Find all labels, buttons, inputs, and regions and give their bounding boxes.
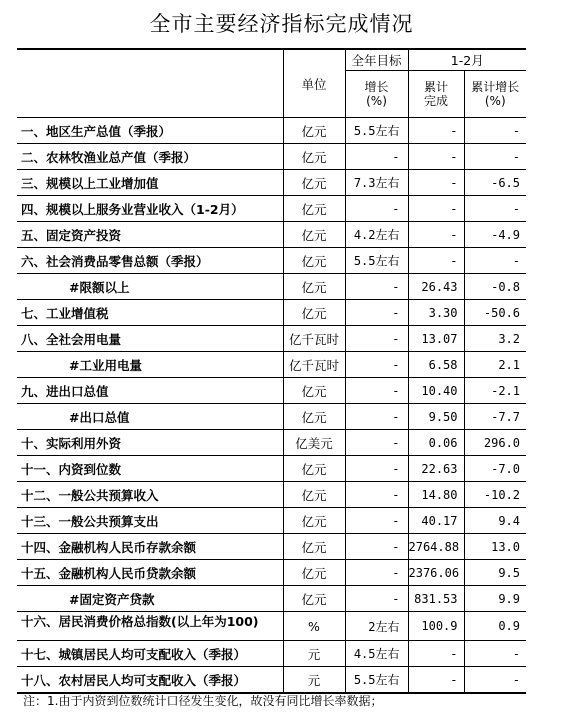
- annual-growth-target: -: [345, 144, 408, 170]
- annual-growth-target: -: [345, 430, 408, 456]
- page-title: 全市主要经济指标完成情况: [149, 12, 414, 36]
- cumulative-value: 22.63: [408, 456, 464, 482]
- header-cumulative: [408, 71, 464, 118]
- table-row: [17, 144, 526, 170]
- cumulative-value: -: [408, 144, 464, 170]
- cumulative-growth: 13.0: [464, 534, 526, 560]
- indicator-name: 十七、城镇居民人均可支配收入（季报）: [17, 641, 283, 667]
- indicator-name: 九、进出口总值: [17, 378, 283, 404]
- indicator-name: 十六、居民消费价格总指数(以上年为100): [17, 612, 283, 641]
- unit-cell: 亿元: [283, 586, 345, 612]
- unit-cell: 亿元: [283, 170, 345, 196]
- header-cumulative-text: 累计 完成: [423, 80, 448, 108]
- indicator-name: #限额以上: [17, 274, 283, 300]
- cumulative-value: -: [408, 667, 464, 694]
- unit-cell: 亿元: [283, 274, 345, 300]
- table-row: [17, 430, 526, 456]
- cumulative-growth: 9.5: [464, 560, 526, 586]
- cumulative-growth: 3.2: [464, 326, 526, 352]
- annual-growth-target: 5.5左右: [345, 667, 408, 694]
- unit-cell: 亿元: [283, 404, 345, 430]
- header-growth-text: 增长 (%): [364, 80, 389, 108]
- annual-growth-target: -: [345, 534, 408, 560]
- cumulative-growth: -: [464, 196, 526, 222]
- table-row: [17, 248, 526, 274]
- table-row: [17, 586, 526, 612]
- table-row: [17, 404, 526, 430]
- indicators-table: [17, 48, 526, 694]
- cumulative-value: -: [408, 170, 464, 196]
- cumulative-value: 6.58: [408, 352, 464, 378]
- unit-cell: 亿千瓦时: [283, 352, 345, 378]
- annual-growth-target: -: [345, 196, 408, 222]
- table-row: [17, 196, 526, 222]
- indicator-name: 十三、一般公共预算支出: [17, 508, 283, 534]
- annual-growth-target: 5.5左右: [345, 248, 408, 274]
- indicator-name: 十二、一般公共预算收入: [17, 482, 283, 508]
- cumulative-value: -: [408, 641, 464, 667]
- table-row: [17, 326, 526, 352]
- cumulative-growth: 9.9: [464, 586, 526, 612]
- table-row: [17, 641, 526, 667]
- cumulative-growth: -50.6: [464, 300, 526, 326]
- table-row: [17, 274, 526, 300]
- cumulative-growth: -4.9: [464, 222, 526, 248]
- annual-growth-target: 4.2左右: [345, 222, 408, 248]
- indicator-name: 十八、农村居民人均可支配收入（季报）: [17, 667, 283, 694]
- cumulative-growth: 2.1: [464, 352, 526, 378]
- annual-growth-target: 4.5左右: [345, 641, 408, 667]
- annual-growth-target: -: [345, 456, 408, 482]
- annual-growth-target: 5.5左右: [345, 118, 408, 144]
- annual-growth-target: -: [345, 274, 408, 300]
- unit-cell: 亿元: [283, 560, 345, 586]
- annual-growth-target: -: [345, 378, 408, 404]
- cumulative-value: 9.50: [408, 404, 464, 430]
- unit-cell: 元: [283, 667, 345, 694]
- header-growth: [345, 71, 408, 118]
- header-cumulative-growth-text: 累计增长 (%): [471, 80, 520, 108]
- indicator-name: 八、全社会用电量: [17, 326, 283, 352]
- table-row: [17, 508, 526, 534]
- table-row: [17, 170, 526, 196]
- header-indicator-blank: [17, 49, 283, 118]
- cumulative-growth: -: [464, 248, 526, 274]
- cumulative-value: 3.30: [408, 300, 464, 326]
- unit-cell: 亿元: [283, 508, 345, 534]
- unit-cell: 亿元: [283, 378, 345, 404]
- indicator-name: 一、地区生产总值（季报）: [17, 118, 283, 144]
- indicator-name: 四、规模以上服务业营业收入（1-2月）: [17, 196, 283, 222]
- table-row: [17, 222, 526, 248]
- table-row: [17, 378, 526, 404]
- table-row: [17, 118, 526, 144]
- cumulative-value: 100.9: [408, 612, 464, 641]
- annual-growth-target: 2左右: [345, 612, 408, 641]
- cumulative-value: 13.07: [408, 326, 464, 352]
- indicator-name: #出口总值: [17, 404, 283, 430]
- cumulative-value: 2376.06: [408, 560, 464, 586]
- annual-growth-target: -: [345, 508, 408, 534]
- indicator-name: 十五、金融机构人民币贷款余额: [17, 560, 283, 586]
- table-row: [17, 534, 526, 560]
- indicator-name: 二、农林牧渔业总产值（季报）: [17, 144, 283, 170]
- cumulative-growth: -6.5: [464, 170, 526, 196]
- annual-growth-target: -: [345, 560, 408, 586]
- table-row: [17, 560, 526, 586]
- header-period: 1-2月: [408, 49, 526, 71]
- annual-growth-target: 7.3左右: [345, 170, 408, 196]
- cumulative-value: 10.40: [408, 378, 464, 404]
- cumulative-growth: 296.0: [464, 430, 526, 456]
- header-row-top: [17, 49, 526, 71]
- unit-cell: 亿元: [283, 196, 345, 222]
- indicator-name: #工业用电量: [17, 352, 283, 378]
- cumulative-value: 2764.88: [408, 534, 464, 560]
- unit-cell: 元: [283, 641, 345, 667]
- unit-cell: 亿美元: [283, 430, 345, 456]
- cumulative-growth: -: [464, 667, 526, 694]
- cumulative-growth: -: [464, 144, 526, 170]
- cumulative-value: -: [408, 118, 464, 144]
- table-row: [17, 482, 526, 508]
- indicator-name: 六、社会消费品零售总额（季报）: [17, 248, 283, 274]
- cumulative-value: 0.06: [408, 430, 464, 456]
- header-unit: 单位: [283, 49, 345, 118]
- unit-cell: 亿元: [283, 222, 345, 248]
- cumulative-growth: -7.0: [464, 456, 526, 482]
- indicator-name: 五、固定资产投资: [17, 222, 283, 248]
- footnote: 注：1.由于内资到位数统计口径发生变化，故没有同比增长率数据；: [23, 694, 383, 708]
- unit-cell: 亿元: [283, 248, 345, 274]
- cumulative-growth: -2.1: [464, 378, 526, 404]
- table-row: [17, 667, 526, 694]
- cumulative-value: -: [408, 196, 464, 222]
- annual-growth-target: -: [345, 482, 408, 508]
- cumulative-value: 26.43: [408, 274, 464, 300]
- cumulative-value: 14.80: [408, 482, 464, 508]
- cumulative-value: -: [408, 248, 464, 274]
- annual-growth-target: -: [345, 404, 408, 430]
- cumulative-value: -: [408, 222, 464, 248]
- unit-cell: 亿元: [283, 118, 345, 144]
- unit-cell: 亿元: [283, 144, 345, 170]
- header-annual-target: 全年目标: [345, 49, 408, 71]
- unit-cell: 亿千瓦时: [283, 326, 345, 352]
- annual-growth-target: -: [345, 352, 408, 378]
- cumulative-value: 831.53: [408, 586, 464, 612]
- cumulative-growth: -: [464, 641, 526, 667]
- annual-growth-target: -: [345, 300, 408, 326]
- unit-cell: 亿元: [283, 456, 345, 482]
- table-row: [17, 300, 526, 326]
- header-cumulative-growth: [464, 71, 526, 118]
- annual-growth-target: -: [345, 586, 408, 612]
- indicator-name: 十、实际利用外资: [17, 430, 283, 456]
- indicator-name: 十一、内资到位数: [17, 456, 283, 482]
- cumulative-growth: 0.9: [464, 612, 526, 641]
- table-row: [17, 352, 526, 378]
- indicator-name: 七、工业增值税: [17, 300, 283, 326]
- indicator-name: #固定资产贷款: [17, 586, 283, 612]
- table-row: [17, 456, 526, 482]
- indicator-name: 三、规模以上工业增加值: [17, 170, 283, 196]
- unit-cell: 亿元: [283, 534, 345, 560]
- table-row: [17, 612, 526, 641]
- cumulative-growth: -0.8: [464, 274, 526, 300]
- cumulative-growth: 9.4: [464, 508, 526, 534]
- unit-cell: %: [283, 612, 345, 641]
- cumulative-growth: -: [464, 118, 526, 144]
- unit-cell: 亿元: [283, 300, 345, 326]
- cumulative-growth: -10.2: [464, 482, 526, 508]
- unit-cell: 亿元: [283, 482, 345, 508]
- indicator-name: 十四、金融机构人民币存款余额: [17, 534, 283, 560]
- cumulative-growth: -7.7: [464, 404, 526, 430]
- cumulative-value: 40.17: [408, 508, 464, 534]
- annual-growth-target: -: [345, 326, 408, 352]
